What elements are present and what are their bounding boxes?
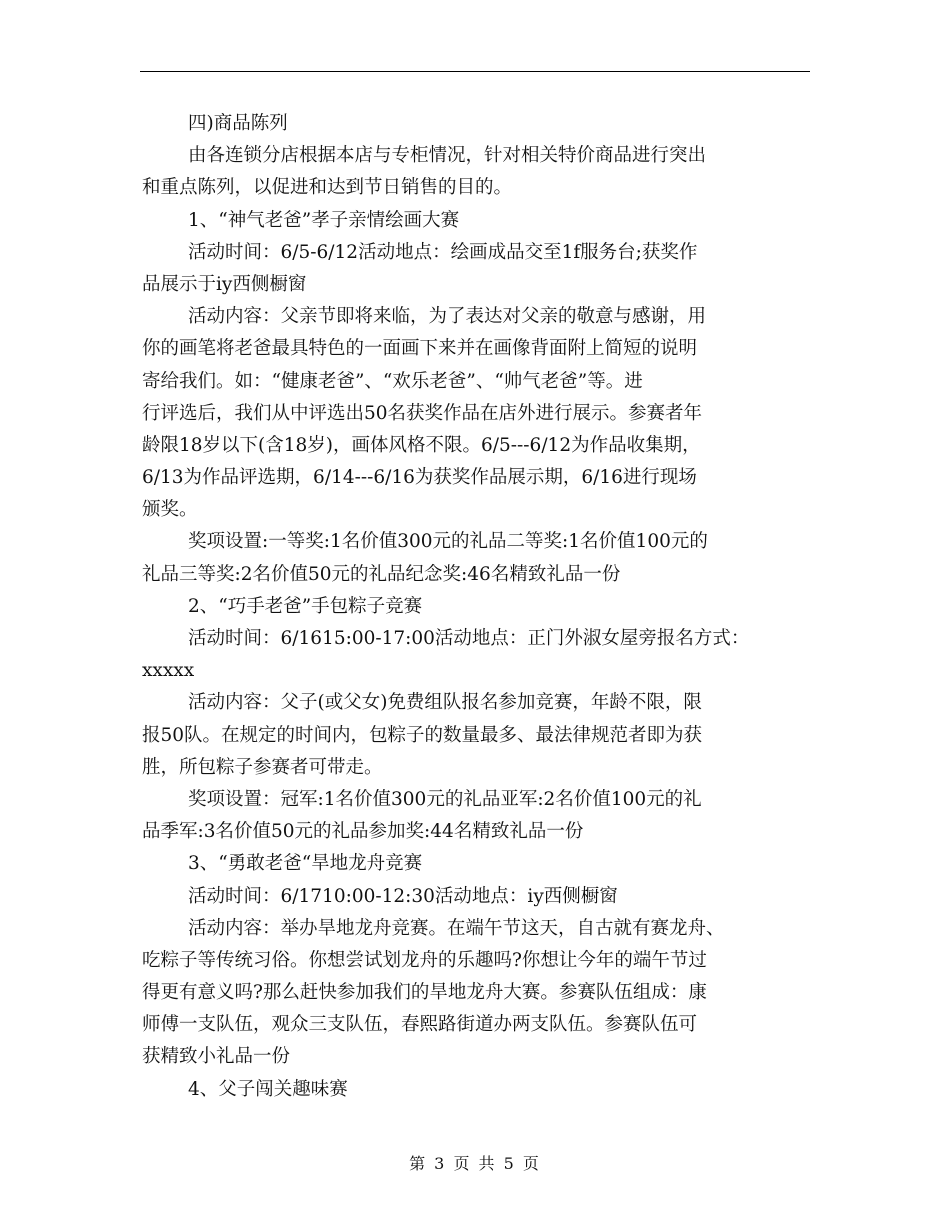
text-line: 你的画笔将老爸最具特色的一面画下来并在画像背面附上简短的说明: [142, 338, 698, 360]
text-line: 得更有意义吗?那么赶快参加我们的旱地龙舟大赛。参赛队伍组成：康: [142, 982, 707, 1004]
text-line: 寄给我们。如：“健康老爸”、“欢乐老爸”、“帅气老爸”等。进: [142, 370, 643, 392]
text-line: 奖项设置：冠军:1名价值300元的礼品亚军:2名价值100元的礼: [188, 788, 702, 810]
text-line: 四)商品陈列: [188, 113, 288, 134]
text-line: 活动时间：6/5-6/12活动地点：绘画成品交至1f服务台;获奖作: [188, 241, 698, 263]
text-line: 和重点陈列，以促进和达到节日销售的目的。: [142, 177, 513, 199]
text-line: 6/13为作品评选期，6/14---6/16为获奖作品展示期，6/16进行现场: [142, 467, 697, 489]
text-line: 吃粽子等传统习俗。你想尝试划龙舟的乐趣吗?你想让今年的端午节过: [142, 949, 707, 971]
text-line: 活动内容：举办旱地龙舟竞赛。在端午节这天，自古就有赛龙舟、: [188, 917, 725, 939]
text-line: 活动内容：父亲节即将来临，为了表达对父亲的敬意与感谢，用: [188, 306, 707, 328]
text-line: xxxxx: [142, 660, 195, 682]
text-line: 品展示于iy西侧橱窗: [142, 273, 307, 295]
text-line: 师傅一支队伍，观众三支队伍，春熙路街道办两支队伍。参赛队伍可: [142, 1014, 698, 1036]
page-footer: 第 3 页 共 5 页: [409, 1154, 541, 1173]
text-line: 龄限18岁以下(含18岁)，画体风格不限。6/5---6/12为作品收集期，: [142, 434, 701, 456]
text-line: 活动内容：父子(或父女)免费组队报名参加竞赛，年龄不限，限: [188, 692, 702, 714]
text-line: 品季军:3名价值50元的礼品参加奖:44名精致礼品一份: [142, 821, 584, 843]
document-body: [142, 108, 808, 1106]
text-line: 颁奖。: [142, 499, 198, 521]
text-line: 3、“勇敢老爸“旱地龙舟竞赛: [188, 853, 423, 875]
text-line: 礼品三等奖:2名价值50元的礼品纪念奖:46名精致礼品一份: [142, 563, 621, 585]
text-line: 获精致小礼品一份: [142, 1046, 291, 1068]
text-line: 1、“神气老爸”孝子亲情绘画大赛: [188, 209, 460, 231]
text-line: 活动时间：6/1710:00-12:30活动地点：iy西侧橱窗: [188, 885, 618, 907]
text-line: 由各连锁分店根据本店与专柜情况，针对相关特价商品进行突出: [188, 145, 707, 167]
header-rule: [140, 71, 810, 72]
text-line: 2、“巧手老爸”手包粽子竞赛: [188, 595, 423, 617]
text-line: 胜，所包粽子参赛者可带走。: [142, 756, 383, 778]
text-line: 4、父子闯关趣味赛: [188, 1078, 348, 1100]
text-line: 活动时间：6/1615:00-17:00活动地点：正门外淑女屋旁报名方式：: [188, 628, 750, 649]
text-line: 奖项设置:一等奖:1名价值300元的礼品二等奖:1名价值100元的: [188, 531, 708, 553]
text-line: 报50队。在规定的时间内，包粽子的数量最多、最法律规范者即为获: [142, 724, 703, 746]
text-line: 行评选后，我们从中评选出50名获奖作品在店外进行展示。参赛者年: [142, 402, 703, 424]
